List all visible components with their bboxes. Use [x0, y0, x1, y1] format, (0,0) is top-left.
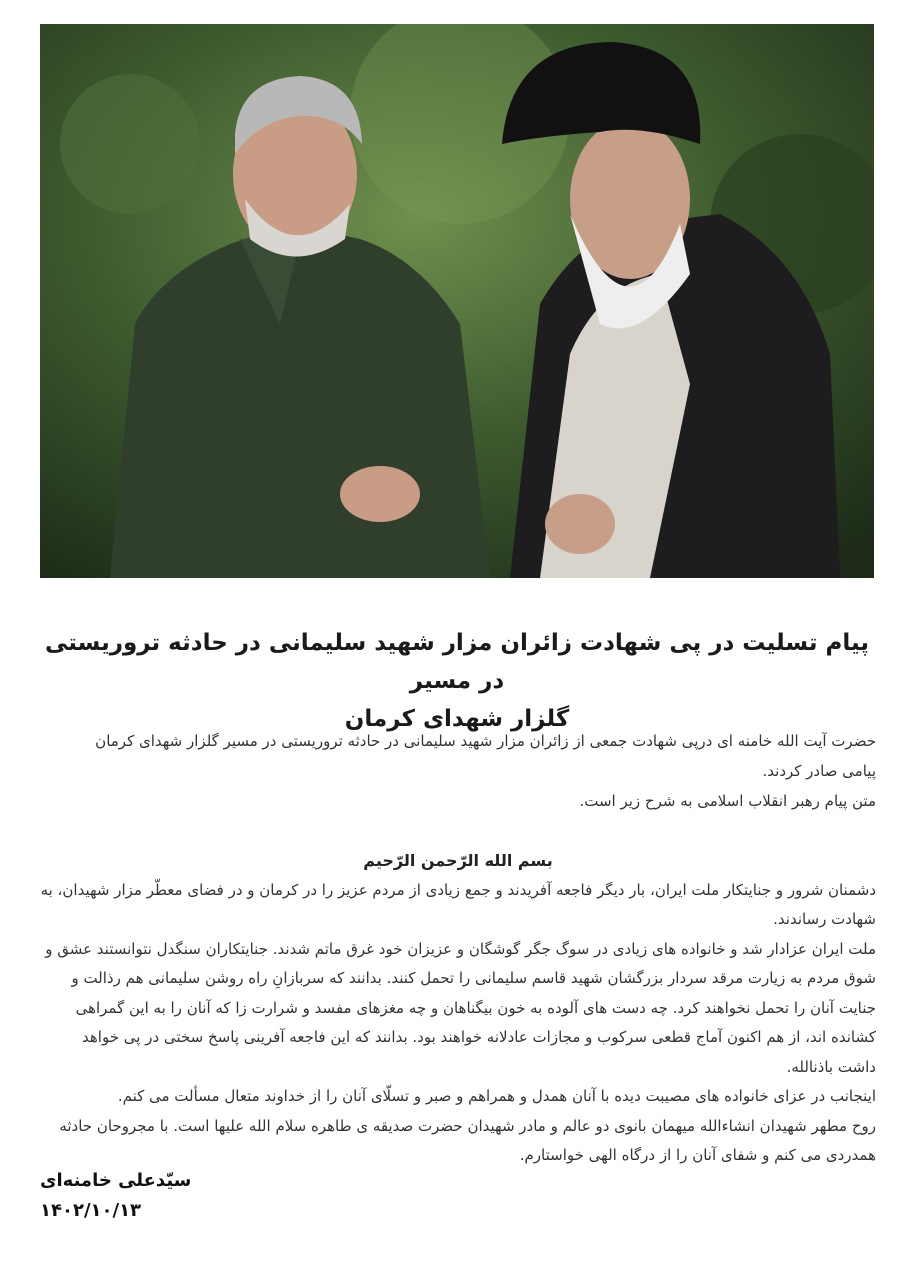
signature-date: ۱۴۰۲/۱۰/۱۳ [40, 1200, 142, 1221]
header-photo [40, 24, 874, 578]
message-paragraph-2: ملت ایران عزادار شد و خانواده های زیادی در سوگ جگر گوشگان و عزیزان خود غرق ماتم شدند. جنایتکاران سنگدل نتوانستند عشق و شوق مردم به زیارت مرقد سردار بزرگشان شهید قاسم سلیمانی را تحمل کنند. بدانند که سربازانِ راه روشن سلیمانی هم رذالت و جنایت آنان را تحمل نخواهند کرد. چه دست های آلوده به خون بیگناهان و چه مغزهای مفسد و شرارت زا که آنان را به این گمراهی کشانده اند، از هم اکنون آماج قطعی سرکوب و مجازات عادلانه خواهند بود. بدانند که این فاجعه آفرینی پاسخ سختی در پی خواهد داشت باذنالله. [45, 939, 876, 1076]
signature-block [40, 1166, 220, 1226]
intro-line-2: پیامی صادر کردند. [762, 762, 876, 780]
title-line-1: پیام تسلیت در پی شهادت زائران مزار شهید سلیمانی در حادثه تروریستی در مسیر [45, 630, 869, 694]
message-paragraph-1: دشمنان شرور و جنایتکار ملت ایران، بار دیگر فاجعه آفریدند و جمع زیادی از مردم عزیز را در کرمان و در فضای معطّر مزار شهیدان، به شهادت رساندند. [40, 880, 876, 928]
photo-two-men-talking-icon [40, 24, 874, 578]
message-body [40, 846, 876, 1171]
message-paragraph-3: اینجانب در عزای خانواده های مصیبت دیده با آنان همدل و همراهم و صبر و تسلّای آنان را از خداوند متعال مسألت می کنم. [117, 1087, 876, 1105]
title-line-2: گلزار شهدای کرمان [344, 706, 570, 732]
signature-name: سیّدعلی خامنه‌ای [40, 1170, 192, 1191]
page-title [40, 624, 874, 738]
intro-paragraph [40, 726, 876, 816]
intro-line-3: متن پیام رهبر انقلاب اسلامی به شرح زیر است. [579, 792, 876, 810]
intro-line-1: حضرت آیت الله خامنه ای درپی شهادت جمعی از زائران مزار شهید سلیمانی در حادثه تروریستی در مسیر گلزار شهدای کرمان [95, 732, 876, 750]
message-paragraph-4: روح مطهر شهیدان انشاءالله میهمان بانوی دو عالم و مادر شهیدان حضرت صدیقه ی طاهره سلام الله علیها است. با مجروحان حادثه همدردی می کنم و شفای آنان را از درگاه الهی خواستارم. [59, 1116, 876, 1164]
bismillah: بسم الله الرّحمن الرّحیم [363, 851, 553, 870]
